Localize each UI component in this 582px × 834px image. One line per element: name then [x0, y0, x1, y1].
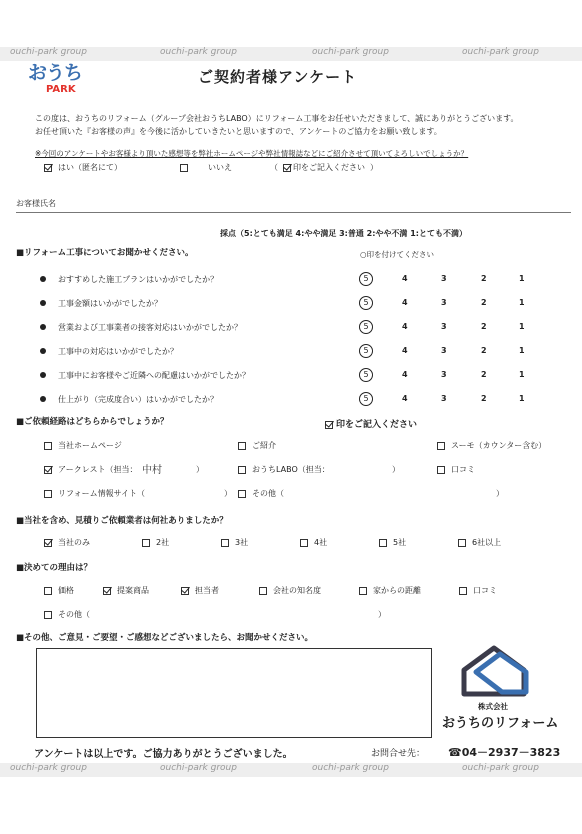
company-type: 株式会社 [478, 702, 508, 711]
reason-reviews-label: 口コミ [473, 586, 497, 595]
route-infosite-checkbox[interactable] [44, 490, 52, 498]
watermark-text: ouchi-park group [10, 763, 87, 773]
rating-question: おすすめした施工プランはいかがでしたか？ [58, 275, 219, 284]
watermark-text: ouchi-park group [462, 763, 539, 773]
rating-option-1[interactable]: 1 [519, 298, 525, 307]
bullet-icon [40, 372, 46, 378]
route-reviews-label: 口コミ [451, 465, 475, 474]
quote-count-label: 当社のみ [58, 538, 90, 547]
quote-count-checkbox[interactable] [379, 539, 387, 547]
watermark-text: ouchi-park group [312, 763, 389, 773]
reason-other-close: ） [378, 610, 386, 619]
rating-instruction: ○印を付けてください [360, 250, 435, 259]
watermark-text: ouchi-park group [312, 47, 389, 57]
quote-count-checkbox[interactable] [300, 539, 308, 547]
rating-option-1[interactable]: 1 [519, 370, 525, 379]
customer-name-line [16, 212, 571, 213]
rating-option-3[interactable]: 3 [441, 298, 447, 307]
quote-count-checkbox[interactable] [142, 539, 150, 547]
quote-count-checkbox[interactable] [458, 539, 466, 547]
company-name: おうちのリフォーム [442, 716, 559, 731]
section3-title: ■当社を含め、見積りご依頼業者は何社ありましたか？ [16, 516, 228, 526]
rating-option-2[interactable]: 2 [481, 274, 487, 283]
rating-question: 工事金額はいかがでしたか？ [58, 299, 162, 308]
watermark-text: ouchi-park group [462, 47, 539, 57]
section5-title: ■その他、ご意見・ご要望・ご感想などございましたら、お聞かせください。 [16, 633, 314, 643]
company-house-logo [454, 642, 534, 700]
watermark-text: ouchi-park group [160, 47, 237, 57]
route-reviews-checkbox[interactable] [437, 466, 445, 474]
rating-option-1[interactable]: 1 [519, 394, 525, 403]
consent-yes-label: はい（匿名にて） [58, 163, 122, 172]
section2-note: 印をご記入ください [336, 420, 418, 430]
rating-option-4[interactable]: 4 [402, 370, 408, 379]
logo-text-top: おうち [28, 62, 83, 84]
reason-distance-label: 家からの距離 [373, 586, 421, 595]
route-referral-checkbox[interactable] [238, 442, 246, 450]
bullet-icon [40, 276, 46, 282]
route-arkrest-staff[interactable]: 中村 [142, 465, 162, 476]
bullet-icon [40, 324, 46, 330]
route-ouchilabo-checkbox[interactable] [238, 466, 246, 474]
intro-line-2: お任せ頂いた『お客様の声』を今後に活かしていきたいと思いますので、アンケートのご協力をお願い致します。 [35, 127, 442, 136]
consent-mark-checkbox [283, 164, 291, 172]
rating-option-4[interactable]: 4 [402, 346, 408, 355]
reason-brand-label: 会社の知名度 [273, 586, 321, 595]
rating-option-1[interactable]: 1 [519, 322, 525, 331]
bullet-icon [40, 348, 46, 354]
footer-contact-label: お問合せ先： [371, 749, 426, 759]
reason-reviews-checkbox[interactable] [459, 587, 467, 595]
rating-question: 営業および工事業者の接客対応はいかがでしたか？ [58, 323, 242, 332]
route-homepage-checkbox[interactable] [44, 442, 52, 450]
rating-question: 工事中の対応はいかがでしたか？ [58, 347, 178, 356]
rating-option-5[interactable]: 5 [359, 368, 373, 382]
reason-staff-label: 担当者 [195, 586, 219, 595]
intro-line-1: この度は、おうちのリフォーム（グループ会社おうちLABO）にリフォーム工事をお任せいただきまして、誠にありがとうございます。 [35, 114, 519, 123]
quote-count-label: 5社 [393, 538, 407, 547]
quote-count-label: 3社 [235, 538, 249, 547]
rating-option-3[interactable]: 3 [441, 370, 447, 379]
rating-option-5[interactable]: 5 [359, 392, 373, 406]
rating-option-5[interactable]: 5 [359, 272, 373, 286]
watermark-band-bottom [0, 763, 582, 777]
consent-paren-close: ） [370, 163, 378, 172]
bullet-icon [40, 396, 46, 402]
reason-product-checkbox[interactable] [103, 587, 111, 595]
rating-option-5[interactable]: 5 [359, 320, 373, 334]
route-ouchilabo-label: おうちLABO（担当： [252, 465, 330, 474]
route-other-close: ） [496, 489, 504, 498]
route-homepage-label: 当社ホームページ [58, 441, 122, 450]
quote-count-label: 4社 [314, 538, 328, 547]
route-other-checkbox[interactable] [238, 490, 246, 498]
rating-question: 仕上がり（完成度合い）はいかがでしたか？ [58, 395, 218, 404]
watermark-band-top [0, 47, 582, 61]
consent-no-checkbox[interactable] [180, 164, 188, 172]
rating-legend: 採点（5:とても満足 4:やや満足 3:普通 2:やや不満 1:とても不満） [220, 229, 467, 238]
rating-option-4[interactable]: 4 [402, 322, 408, 331]
route-infosite-close: ） [224, 489, 232, 498]
route-infosite-label: リフォーム情報サイト（ [58, 489, 146, 498]
quote-count-label: 6社以上 [472, 538, 502, 547]
consent-paren-open: （ [270, 163, 278, 172]
rating-option-3[interactable]: 3 [441, 274, 447, 283]
rating-option-4[interactable]: 4 [402, 274, 408, 283]
route-referral-label: ご紹介 [252, 441, 276, 450]
ouchi-park-logo [28, 62, 88, 102]
consent-yes-checkbox[interactable] [44, 164, 52, 172]
reason-product-label: 提案商品 [117, 586, 149, 595]
watermark-text: ouchi-park group [160, 763, 237, 773]
consent-mark-note: 印をご記入ください [293, 163, 365, 172]
rating-option-3[interactable]: 3 [441, 394, 447, 403]
route-suumo-checkbox[interactable] [437, 442, 445, 450]
consent-no-label: いいえ [208, 163, 232, 172]
route-arkrest-close: ） [196, 465, 204, 474]
rating-option-4[interactable]: 4 [402, 394, 408, 403]
logo-text-bottom: PARK [46, 84, 76, 95]
route-suumo-label: スーモ（カウンター含む） [451, 441, 547, 450]
route-ouchilabo-close: ） [392, 465, 400, 474]
watermark-text: ouchi-park group [10, 47, 87, 57]
rating-option-3[interactable]: 3 [441, 346, 447, 355]
route-other-label: その他（ [252, 489, 284, 498]
rating-option-2[interactable]: 2 [481, 346, 487, 355]
rating-option-3[interactable]: 3 [441, 322, 447, 331]
rating-option-1[interactable]: 1 [519, 274, 525, 283]
section4-title: ■決めての理由は？ [16, 563, 93, 573]
reason-brand-checkbox[interactable] [259, 587, 267, 595]
route-arkrest-label: アークレスト（担当： [58, 465, 138, 474]
footer-thanks: アンケートは以上です。ご協力ありがとうございました。 [34, 749, 293, 760]
section1-title: ■リフォーム工事についてお聞かせください。 [16, 248, 194, 258]
bullet-icon [40, 300, 46, 306]
quote-count-checkbox[interactable] [221, 539, 229, 547]
rating-option-5[interactable]: 5 [359, 296, 373, 310]
reason-other-label: その他（ [58, 610, 90, 619]
rating-option-2[interactable]: 2 [481, 394, 487, 403]
reason-other-checkbox[interactable] [44, 611, 52, 619]
rating-option-2[interactable]: 2 [481, 322, 487, 331]
section2-note-checkbox [325, 421, 333, 429]
customer-name-label: お客様氏名 [16, 199, 56, 208]
route-arkrest-checkbox[interactable] [44, 466, 52, 474]
section2-title: ■ご依頼経路はどちらからでしょうか？ [16, 417, 169, 427]
rating-question: 工事中にお客様やご近隣への配慮はいかがでしたか？ [58, 371, 250, 380]
reason-price-label: 価格 [58, 586, 74, 595]
rating-option-2[interactable]: 2 [481, 298, 487, 307]
reason-staff-checkbox[interactable] [181, 587, 189, 595]
quote-count-label: 2社 [156, 538, 170, 547]
rating-option-4[interactable]: 4 [402, 298, 408, 307]
reason-price-checkbox[interactable] [44, 587, 52, 595]
comment-box[interactable] [36, 648, 432, 738]
footer-phone: ☎04－2937－3823 [448, 746, 561, 759]
rating-option-1[interactable]: 1 [519, 346, 525, 355]
page-title: ご契約者様アンケート [198, 68, 358, 86]
reason-distance-checkbox[interactable] [359, 587, 367, 595]
rating-option-5[interactable]: 5 [359, 344, 373, 358]
quote-count-checkbox[interactable] [44, 539, 52, 547]
consent-question: ※今回のアンケートやお客様より頂いた感想等を弊社ホームページや弊社情報誌などにご紹介させて頂いてよろしいでしょうか？ [35, 149, 469, 158]
rating-option-2[interactable]: 2 [481, 370, 487, 379]
